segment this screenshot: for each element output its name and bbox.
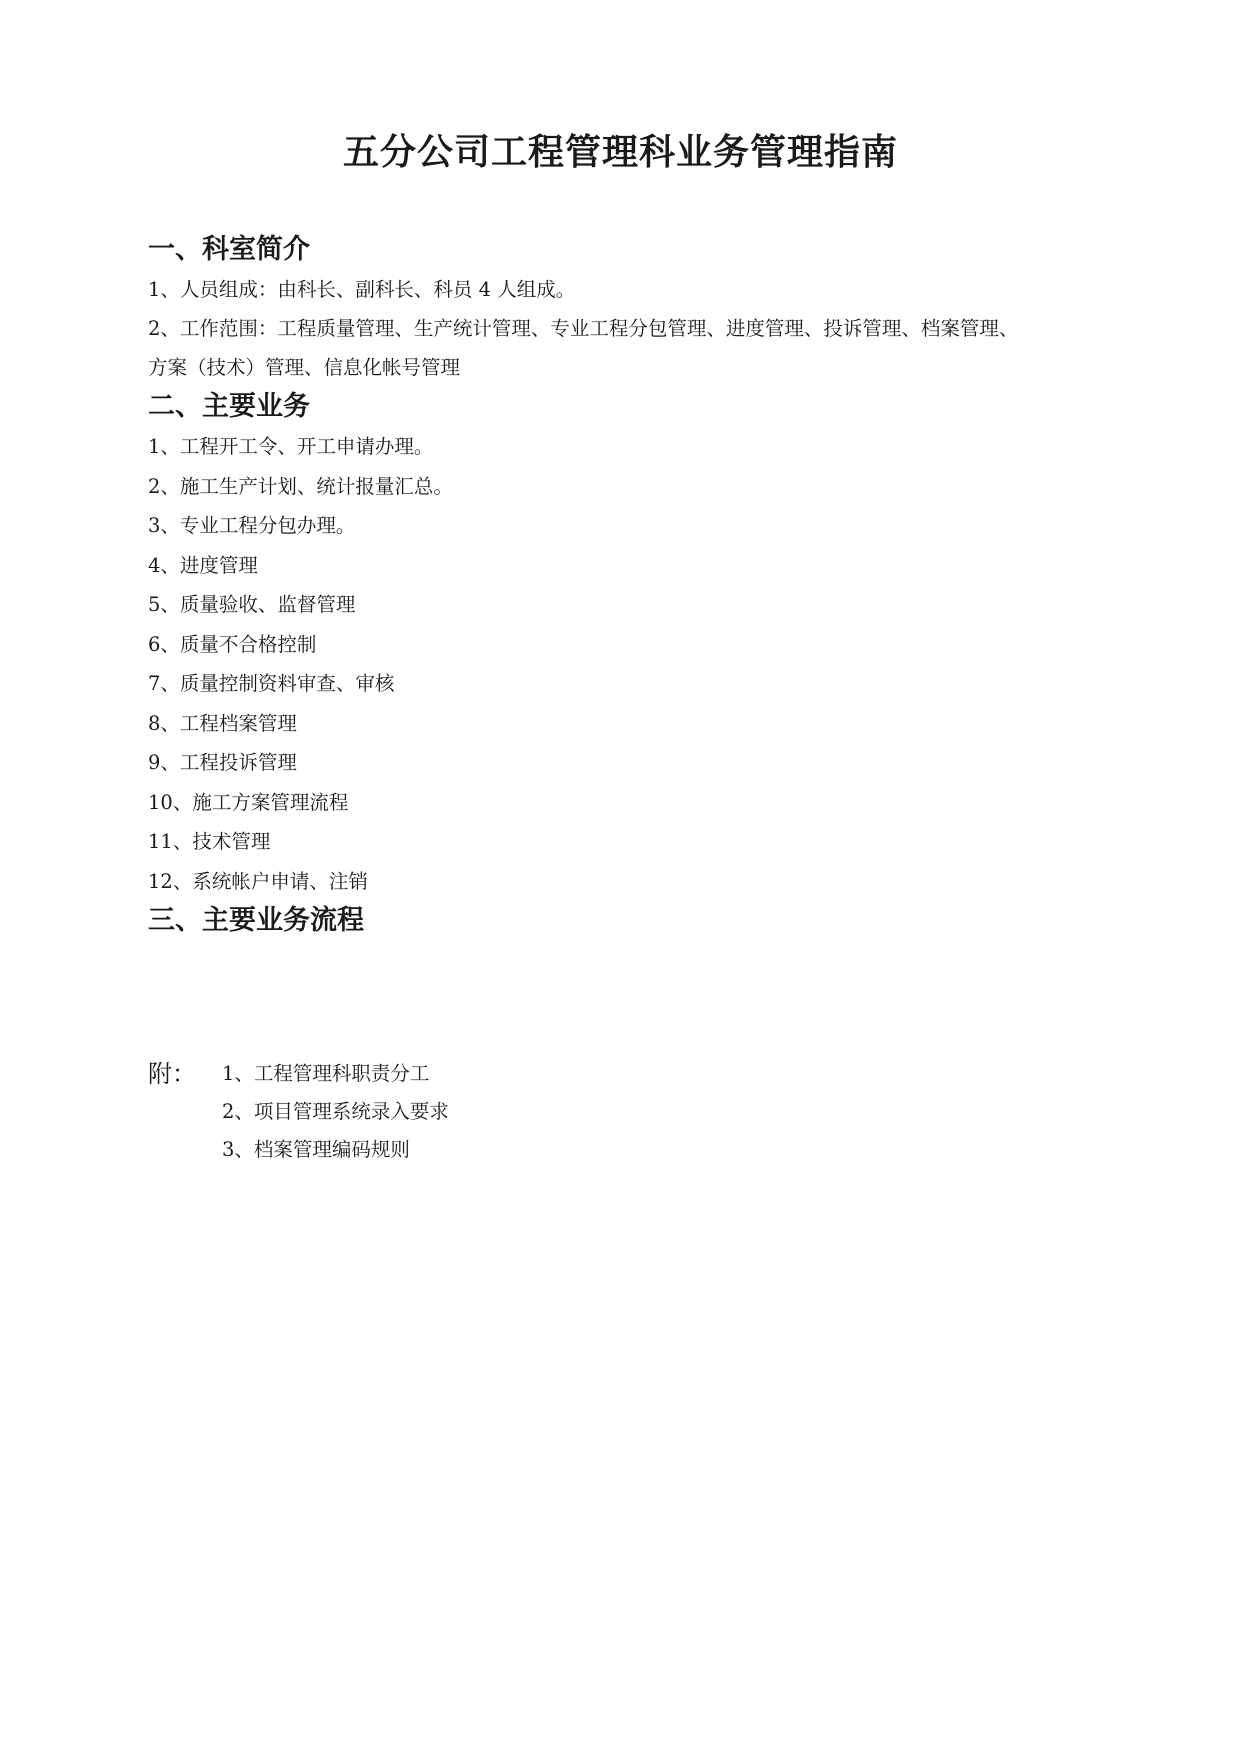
list-item: 3、专业工程分包办理。 <box>148 514 356 537</box>
list-item: 10、施工方案管理流程 <box>148 790 349 814</box>
list-item: 6、质量不合格控制 <box>148 632 317 656</box>
list-item: 11、技术管理 <box>148 830 271 853</box>
list-item: 5、质量验收、监督管理 <box>148 593 356 616</box>
appendix-list <box>222 1055 449 1169</box>
intro-paragraph-scope: 2、工作范围：工程质量管理、生产统计管理、专业工程分包管理、进度管理、投诉管理、档案管理、 <box>148 317 1019 340</box>
appendix <box>148 1055 1108 1169</box>
section-heading-business-process: 三、主要业务流程 <box>148 905 364 936</box>
document-title: 五分公司工程管理科业务管理指南 <box>342 132 898 173</box>
document-body <box>148 230 1108 1169</box>
list-item: 4、进度管理 <box>148 553 258 577</box>
main-business-list <box>148 427 1108 901</box>
list-item: 9、工程投诉管理 <box>148 751 297 774</box>
list-item: 8、工程档案管理 <box>148 711 297 735</box>
appendix-label: 附： <box>148 1060 196 1088</box>
list-item: 12、系统帐户申请、注销 <box>148 869 368 893</box>
appendix-item: 2、项目管理系统录入要求 <box>222 1100 449 1123</box>
appendix-item: 3、档案管理编码规则 <box>222 1138 410 1161</box>
section-heading-main-business: 二、主要业务 <box>148 391 310 422</box>
list-item: 7、质量控制资料审查、审核 <box>148 672 395 695</box>
blank-space <box>148 941 1108 1055</box>
intro-paragraph-staff: 1、人员组成：由科长、副科长、科员 4 人组成。 <box>148 278 576 301</box>
list-item: 2、施工生产计划、统计报量汇总。 <box>148 474 453 498</box>
appendix-item: 1、工程管理科职责分工 <box>222 1062 430 1085</box>
list-item: 1、工程开工令、开工申请办理。 <box>148 435 434 458</box>
section-heading-intro: 一、科室简介 <box>148 234 310 265</box>
intro-paragraph-scope-continued: 方案（技术）管理、信息化帐号管理 <box>148 356 461 379</box>
